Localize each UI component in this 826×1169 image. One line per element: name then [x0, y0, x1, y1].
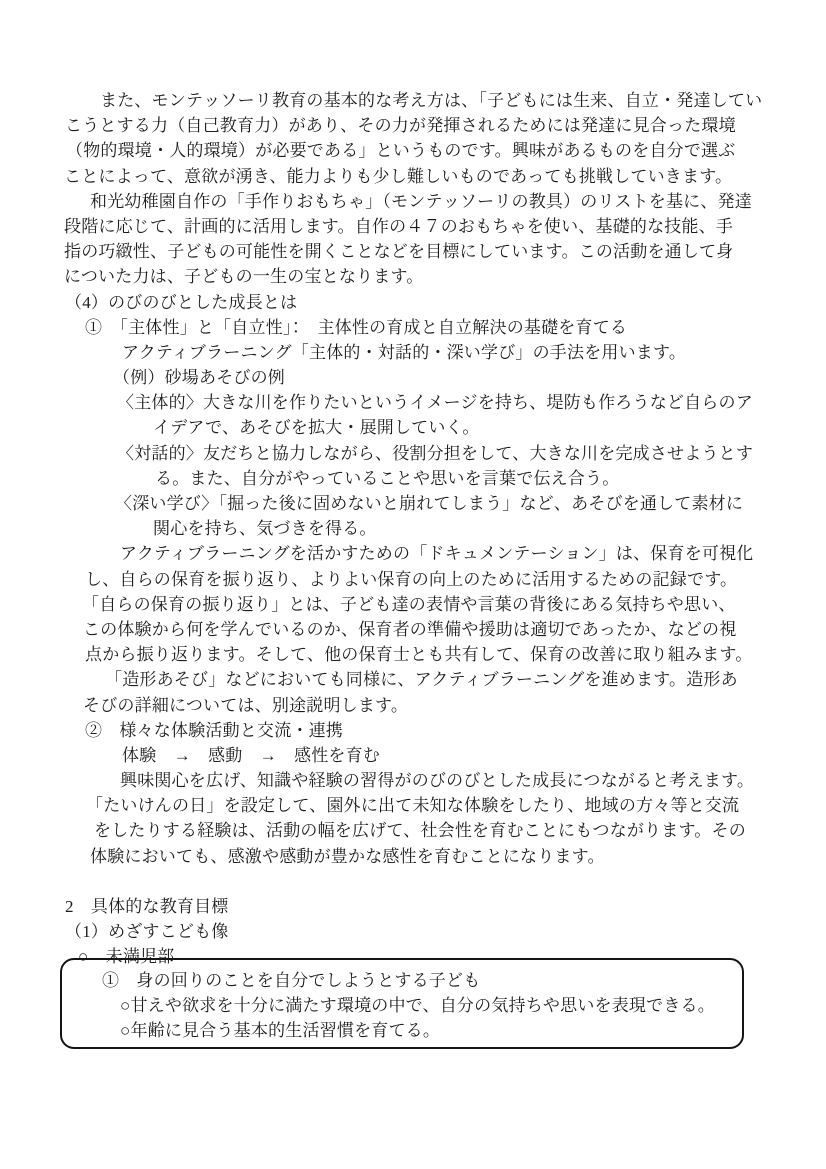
text-line: 段階に応じて、計画的に活用します。自作の４７のおもちゃを使い、基礎的な技能、手	[64, 216, 734, 236]
text-line: こうとする力（自己教育力）があり、その力が発揮されるためには発達に見合った環境	[65, 116, 736, 136]
text-line: 関心を持ち、気づきを得る。	[153, 519, 377, 539]
text-line: 興味関心を広げ、知識や経験の習得がのびのびとした成長につながると考えます。	[120, 771, 755, 791]
blank-line	[64, 869, 768, 894]
text-line: し、自らの保育を振り返り、よりよい保育の向上のために活用するための記録です。	[85, 569, 738, 589]
text-line: 2 具体的な教育目標	[65, 897, 229, 916]
text-line: 「たいけんの日」を設定して、園外に出て未知な体験をしたり、地域の方々等と交流	[86, 796, 740, 816]
text-line: 点から振り返ります。そして、他の保育士とも共有して、保育の改善に取り組みます。	[85, 645, 753, 665]
text-line: 〈深い学び〉「掘った後に固めないと崩れてしまう」など、あそびを通して素材に	[115, 494, 744, 513]
text-line: アクティブラーニングを活かすための「ドキュメンテーション」は、保育を可視化	[120, 544, 754, 564]
goal-box	[60, 958, 744, 1050]
text-line: 「自らの保育の振り返り」とは、子ども達の表情や言葉の背後にある気持ちや思い、	[82, 594, 736, 614]
text-line: る。また、自分がやっていることや思いを言葉で伝え合う。	[155, 468, 620, 488]
text-line: ① 「主体性」と「自立性」： 主体性の育成と自立解決の基礎を育てる	[85, 317, 628, 337]
text-line: （例）砂場あそびの例	[113, 368, 285, 388]
text-line: 〈対話的〉友だちと協力しながら、役割分担をして、大きな川を完成させようとす	[117, 443, 754, 463]
text-line: 〈主体的〉大きな川を作りたいというイメージを持ち、堤防も作ろうなど自らのア	[117, 393, 753, 413]
text-line: ○年齢に見合う基本的生活習慣を育てる。	[120, 1020, 441, 1040]
text-line: をしたりする経験は、活動の幅を広げて、社会性を育むことにもつながります。その	[94, 821, 746, 841]
text-line: （物的環境・人的環境）が必要である」というものです。興味があるものを自分で選ぶ	[66, 141, 736, 161]
text-line: 指の巧緻性、子どもの可能性を開くことなどを目標にしています。この活動を通して身	[64, 242, 734, 262]
text-line: そびの詳細については、別途説明します。	[83, 695, 409, 715]
text-line: についた力は、子どもの一生の宝となります。	[64, 267, 424, 287]
text-line: アクティブラーニング「主体的・対話的・深い学び」の手法を用います。	[122, 342, 687, 362]
text-line: ① 身の回りのことを自分でしようとする子ども	[102, 970, 481, 990]
text-line: （1）めざすこども像	[65, 922, 229, 942]
text-line: ○ 未満児部	[78, 947, 175, 967]
text-line: ことによって、意欲が湧き、能力よりも少し難しいものであっても挑戦していきます。	[64, 166, 733, 186]
text-line: 和光幼稚園自作の「手作りおもちゃ」（モンテッソーリの教具）のリストを基に、発達	[90, 191, 752, 211]
text-line: この体験から何を学んでいるのか、保育者の準備や援助は適切であったか、などの視	[83, 619, 737, 639]
text-line: イデアで、あそびを拡大・展開していく。	[153, 418, 480, 438]
text-line: 「造形あそび」などにおいても同様に、アクティブラーニングを進めます。造形あ	[105, 670, 738, 690]
text-line: 体験 → 感動 → 感性を育む	[122, 745, 380, 765]
text-line: 体験においても、感激や感動が豊かな感性を育むことになります。	[90, 846, 605, 866]
text-line: （4）のびのびとした成長とは	[65, 292, 298, 312]
text-line: また、モンテッソーリ教育の基本的な考え方は、「子どもには生来、自立・発達してい	[100, 91, 763, 110]
body-text	[64, 88, 768, 970]
text-line: ○甘えや欲求を十分に満たす環境の中で、自分の気持ちや思いを表現できる。	[120, 995, 715, 1015]
text-line: ② 様々な体験活動と交流・連携	[85, 720, 343, 740]
